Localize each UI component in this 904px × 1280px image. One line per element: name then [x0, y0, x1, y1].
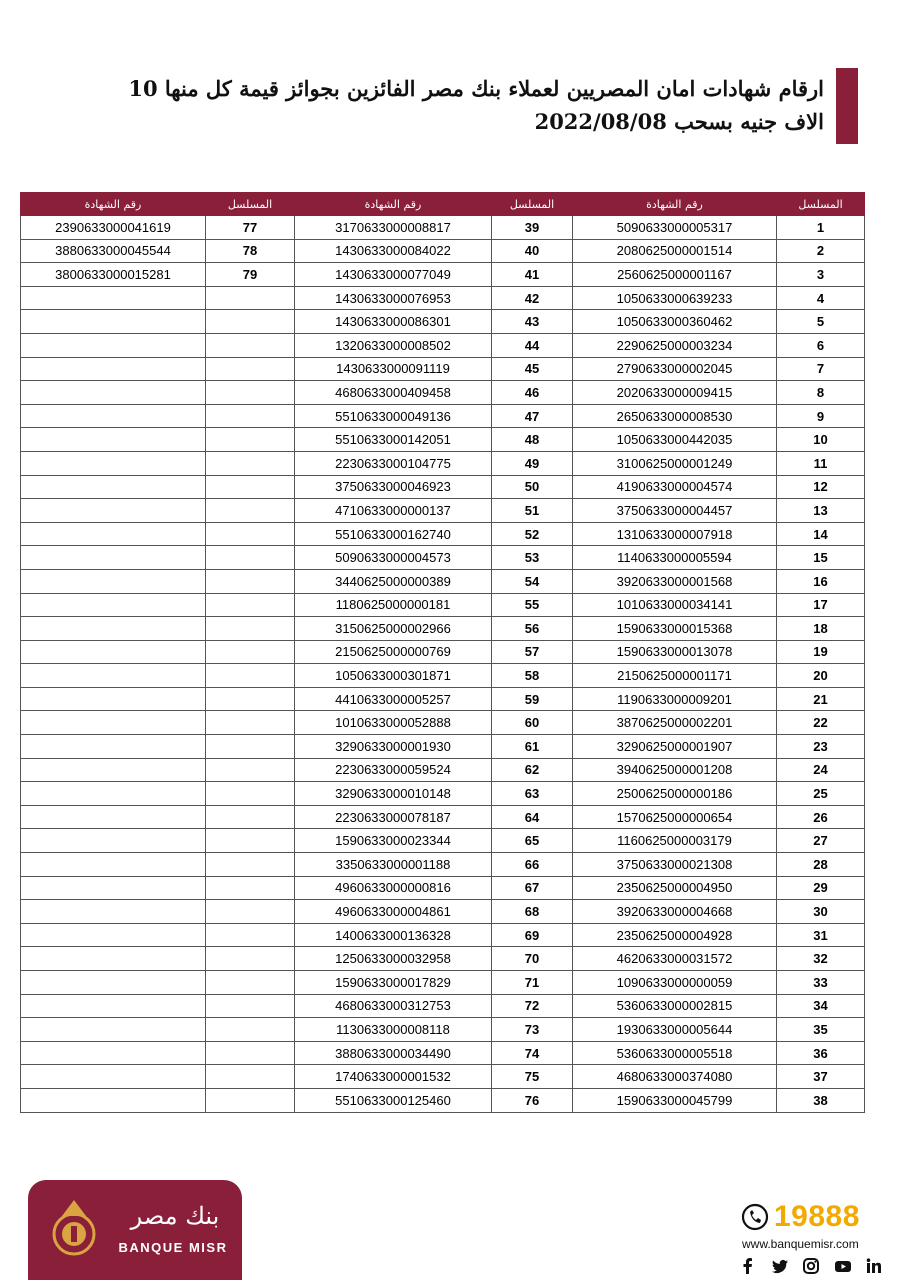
banque-misr-logo: [28, 1180, 242, 1280]
serial-cell: [206, 593, 295, 617]
serial-cell: [206, 640, 295, 664]
serial-cell: 46: [492, 381, 573, 405]
certificate-number-cell: 2230633000078187: [295, 805, 492, 829]
certificate-number-cell: 1140633000005594: [573, 546, 777, 570]
serial-cell: 38: [777, 1088, 865, 1112]
table-row: [21, 428, 865, 452]
serial-cell: 70: [492, 947, 573, 971]
serial-cell: 22: [777, 711, 865, 735]
serial-cell: [206, 782, 295, 806]
certificate-number-cell: 3150625000002966: [295, 617, 492, 641]
serial-cell: [206, 1088, 295, 1112]
certificate-number-cell: [21, 664, 206, 688]
certificate-number-cell: 5510633000125460: [295, 1088, 492, 1112]
serial-cell: 8: [777, 381, 865, 405]
certificate-number-cell: 2150625000000769: [295, 640, 492, 664]
table-row: [21, 900, 865, 924]
serial-cell: 9: [777, 404, 865, 428]
certificate-number-cell: [21, 994, 206, 1018]
certificate-number-cell: [21, 381, 206, 405]
table-row: [21, 876, 865, 900]
serial-cell: [206, 404, 295, 428]
certificate-number-cell: [21, 758, 206, 782]
certificate-number-cell: 3920633000001568: [573, 569, 777, 593]
certificate-number-cell: 1160625000003179: [573, 829, 777, 853]
serial-cell: 56: [492, 617, 573, 641]
table-row: [21, 499, 865, 523]
certificate-number-cell: [21, 640, 206, 664]
table-row: [21, 1065, 865, 1089]
certificate-number-cell: 3880633000034490: [295, 1041, 492, 1065]
serial-cell: 35: [777, 1018, 865, 1042]
table-row: [21, 971, 865, 995]
certificate-number-cell: 1050633000639233: [573, 286, 777, 310]
table-row: [21, 404, 865, 428]
certificate-number-cell: 4960633000000816: [295, 876, 492, 900]
social-icons: [738, 1255, 884, 1277]
serial-cell: 23: [777, 735, 865, 759]
table-row: [21, 546, 865, 570]
serial-cell: [206, 923, 295, 947]
certificate-number-cell: 3800633000015281: [21, 263, 206, 287]
winners-table: [20, 192, 865, 1113]
certificate-number-cell: [21, 853, 206, 877]
serial-cell: 57: [492, 640, 573, 664]
serial-cell: 51: [492, 499, 573, 523]
table-row: [21, 664, 865, 688]
serial-cell: 16: [777, 569, 865, 593]
serial-cell: 2: [777, 239, 865, 263]
serial-cell: 63: [492, 782, 573, 806]
serial-cell: [206, 522, 295, 546]
certificate-number-cell: [21, 310, 206, 334]
table-row: [21, 1018, 865, 1042]
serial-cell: 36: [777, 1041, 865, 1065]
serial-cell: 49: [492, 451, 573, 475]
certificate-number-cell: 4410633000005257: [295, 687, 492, 711]
table-row: [21, 475, 865, 499]
serial-cell: 48: [492, 428, 573, 452]
phone-icon: [740, 1202, 770, 1232]
table-row: [21, 735, 865, 759]
certificate-number-cell: [21, 876, 206, 900]
serial-cell: 42: [492, 286, 573, 310]
serial-cell: 55: [492, 593, 573, 617]
certificate-number-cell: 5510633000049136: [295, 404, 492, 428]
certificate-number-cell: 3100625000001249: [573, 451, 777, 475]
serial-cell: [206, 853, 295, 877]
certificate-number-cell: 4620633000031572: [573, 947, 777, 971]
certificate-number-cell: 1590633000023344: [295, 829, 492, 853]
certificate-number-cell: 1590633000015368: [573, 617, 777, 641]
certificate-number-cell: 5360633000002815: [573, 994, 777, 1018]
title-line-1: ارقام شهادات امان المصريين لعملاء بنك مصر الفائزين بجوائز قيمة كل منها 10: [128, 76, 824, 101]
certificate-number-cell: 4190633000004574: [573, 475, 777, 499]
serial-cell: 4: [777, 286, 865, 310]
table-row: [21, 310, 865, 334]
serial-cell: [206, 687, 295, 711]
serial-cell: 7: [777, 357, 865, 381]
logo-arabic-text: بنك مصر: [130, 1202, 220, 1230]
serial-cell: 26: [777, 805, 865, 829]
serial-cell: 66: [492, 853, 573, 877]
serial-cell: [206, 569, 295, 593]
serial-cell: 67: [492, 876, 573, 900]
serial-cell: 53: [492, 546, 573, 570]
certificate-number-cell: 5510633000162740: [295, 522, 492, 546]
serial-cell: 15: [777, 546, 865, 570]
certificate-number-cell: [21, 428, 206, 452]
certificate-number-cell: 2230633000104775: [295, 451, 492, 475]
certificate-number-cell: [21, 475, 206, 499]
serial-cell: 13: [777, 499, 865, 523]
certificate-number-cell: [21, 1088, 206, 1112]
serial-cell: 74: [492, 1041, 573, 1065]
certificate-number-cell: [21, 735, 206, 759]
certificate-number-cell: [21, 1018, 206, 1042]
serial-cell: [206, 617, 295, 641]
serial-cell: [206, 947, 295, 971]
certificate-number-cell: [21, 923, 206, 947]
serial-cell: [206, 333, 295, 357]
serial-cell: 40: [492, 239, 573, 263]
title-block: [0, 68, 858, 144]
table-row: [21, 239, 865, 263]
serial-cell: [206, 876, 295, 900]
certificate-number-cell: 5090633000005317: [573, 216, 777, 240]
serial-cell: [206, 546, 295, 570]
table-row: [21, 687, 865, 711]
certificate-number-cell: [21, 404, 206, 428]
certificate-number-cell: [21, 1065, 206, 1089]
certificate-number-cell: 1190633000009201: [573, 687, 777, 711]
serial-cell: [206, 758, 295, 782]
table-header-row: [21, 193, 865, 216]
certificate-number-cell: 3880633000045544: [21, 239, 206, 263]
certificate-number-cell: [21, 499, 206, 523]
serial-cell: 72: [492, 994, 573, 1018]
table-row: [21, 333, 865, 357]
header-certificate: رقم الشهادة: [295, 193, 492, 216]
certificate-number-cell: 1590633000045799: [573, 1088, 777, 1112]
certificate-number-cell: 3440625000000389: [295, 569, 492, 593]
certificate-number-cell: [21, 451, 206, 475]
serial-cell: 32: [777, 947, 865, 971]
certificate-number-cell: 3750633000021308: [573, 853, 777, 877]
serial-cell: 12: [777, 475, 865, 499]
certificate-number-cell: [21, 522, 206, 546]
certificate-number-cell: 2290625000003234: [573, 333, 777, 357]
certificate-number-cell: [21, 947, 206, 971]
certificate-number-cell: 2080625000001514: [573, 239, 777, 263]
certificate-number-cell: 1570625000000654: [573, 805, 777, 829]
certificate-number-cell: 1590633000017829: [295, 971, 492, 995]
certificate-number-cell: 4680633000312753: [295, 994, 492, 1018]
certificate-number-cell: 3940625000001208: [573, 758, 777, 782]
serial-cell: 11: [777, 451, 865, 475]
header-certificate: رقم الشهادة: [21, 193, 206, 216]
title-accent-bar: [836, 68, 858, 144]
certificate-number-cell: 1430633000086301: [295, 310, 492, 334]
serial-cell: 5: [777, 310, 865, 334]
serial-cell: [206, 1041, 295, 1065]
certificate-number-cell: [21, 617, 206, 641]
certificate-number-cell: 1430633000076953: [295, 286, 492, 310]
header-serial: المسلسل: [777, 193, 865, 216]
twitter-icon[interactable]: [770, 1256, 790, 1276]
serial-cell: [206, 900, 295, 924]
certificate-number-cell: 1010633000034141: [573, 593, 777, 617]
serial-cell: 21: [777, 687, 865, 711]
certificate-number-cell: [21, 286, 206, 310]
certificate-number-cell: 2350625000004950: [573, 876, 777, 900]
certificate-number-cell: 2790633000002045: [573, 357, 777, 381]
certificate-number-cell: 5360633000005518: [573, 1041, 777, 1065]
certificate-number-cell: 1590633000013078: [573, 640, 777, 664]
serial-cell: 45: [492, 357, 573, 381]
hotline-number: 19888: [774, 1200, 860, 1233]
serial-cell: 25: [777, 782, 865, 806]
table-row: [21, 758, 865, 782]
serial-cell: 1: [777, 216, 865, 240]
table-row: [21, 711, 865, 735]
certificate-number-cell: 1090633000000059: [573, 971, 777, 995]
certificate-number-cell: [21, 1041, 206, 1065]
table-row: [21, 216, 865, 240]
serial-cell: 78: [206, 239, 295, 263]
serial-cell: [206, 357, 295, 381]
serial-cell: 76: [492, 1088, 573, 1112]
website-link[interactable]: www.banquemisr.com: [742, 1237, 859, 1251]
certificate-number-cell: [21, 357, 206, 381]
serial-cell: 50: [492, 475, 573, 499]
serial-cell: 31: [777, 923, 865, 947]
linkedin-icon[interactable]: [864, 1256, 884, 1276]
serial-cell: 69: [492, 923, 573, 947]
serial-cell: 14: [777, 522, 865, 546]
table-row: [21, 994, 865, 1018]
serial-cell: 18: [777, 617, 865, 641]
serial-cell: 60: [492, 711, 573, 735]
table-row: [21, 286, 865, 310]
certificate-number-cell: [21, 546, 206, 570]
certificate-number-cell: 1430633000077049: [295, 263, 492, 287]
serial-cell: 19: [777, 640, 865, 664]
table-row: [21, 381, 865, 405]
header-certificate: رقم الشهادة: [573, 193, 777, 216]
table-row: [21, 1041, 865, 1065]
serial-cell: 61: [492, 735, 573, 759]
certificate-number-cell: [21, 333, 206, 357]
certificate-number-cell: 3290633000010148: [295, 782, 492, 806]
certificate-number-cell: 1130633000008118: [295, 1018, 492, 1042]
certificate-number-cell: 1050633000360462: [573, 310, 777, 334]
certificate-number-cell: [21, 900, 206, 924]
serial-cell: [206, 994, 295, 1018]
table-row: [21, 617, 865, 641]
serial-cell: 75: [492, 1065, 573, 1089]
serial-cell: 52: [492, 522, 573, 546]
table-row: [21, 451, 865, 475]
serial-cell: 28: [777, 853, 865, 877]
certificate-number-cell: 1430633000091119: [295, 357, 492, 381]
certificate-number-cell: 5090633000004573: [295, 546, 492, 570]
serial-cell: 64: [492, 805, 573, 829]
certificate-number-cell: 4680633000374080: [573, 1065, 777, 1089]
table-row: [21, 947, 865, 971]
certificate-number-cell: 1400633000136328: [295, 923, 492, 947]
serial-cell: 27: [777, 829, 865, 853]
certificate-number-cell: 3290633000001930: [295, 735, 492, 759]
certificate-number-cell: 3750633000046923: [295, 475, 492, 499]
title-line-2: الاف جنيه بسحب 2022/08/08: [534, 109, 824, 134]
serial-cell: [206, 310, 295, 334]
table-row: [21, 640, 865, 664]
serial-cell: 79: [206, 263, 295, 287]
certificate-number-cell: 1310633000007918: [573, 522, 777, 546]
serial-cell: 10: [777, 428, 865, 452]
header-serial: المسلسل: [492, 193, 573, 216]
table-row: [21, 1088, 865, 1112]
youtube-icon[interactable]: [833, 1256, 853, 1276]
serial-cell: 47: [492, 404, 573, 428]
serial-cell: 29: [777, 876, 865, 900]
hotline: [738, 1202, 888, 1232]
certificate-number-cell: [21, 593, 206, 617]
serial-cell: [206, 735, 295, 759]
certificate-number-cell: 3290625000001907: [573, 735, 777, 759]
certificate-number-cell: 4710633000000137: [295, 499, 492, 523]
certificate-number-cell: 5510633000142051: [295, 428, 492, 452]
certificate-number-cell: 2350625000004928: [573, 923, 777, 947]
serial-cell: 37: [777, 1065, 865, 1089]
serial-cell: 3: [777, 263, 865, 287]
serial-cell: 43: [492, 310, 573, 334]
serial-cell: 34: [777, 994, 865, 1018]
table-row: [21, 522, 865, 546]
certificate-number-cell: 3750633000004457: [573, 499, 777, 523]
serial-cell: [206, 805, 295, 829]
certificate-number-cell: [21, 687, 206, 711]
certificate-number-cell: 1050633000301871: [295, 664, 492, 688]
page-title: [64, 72, 824, 138]
serial-cell: [206, 971, 295, 995]
facebook-icon[interactable]: [738, 1256, 758, 1276]
serial-cell: [206, 381, 295, 405]
table-row: [21, 357, 865, 381]
certificate-number-cell: 1930633000005644: [573, 1018, 777, 1042]
serial-cell: 77: [206, 216, 295, 240]
logo-english-text: BANQUE MISR: [118, 1240, 228, 1255]
serial-cell: 20: [777, 664, 865, 688]
certificate-number-cell: [21, 782, 206, 806]
certificate-number-cell: 1180625000000181: [295, 593, 492, 617]
serial-cell: 62: [492, 758, 573, 782]
contact-block: [738, 1200, 888, 1276]
certificate-number-cell: 1010633000052888: [295, 711, 492, 735]
certificate-number-cell: [21, 711, 206, 735]
serial-cell: [206, 451, 295, 475]
certificate-number-cell: 1250633000032958: [295, 947, 492, 971]
table-row: [21, 569, 865, 593]
certificate-number-cell: 3350633000001188: [295, 853, 492, 877]
certificate-number-cell: 3920633000004668: [573, 900, 777, 924]
serial-cell: 33: [777, 971, 865, 995]
certificate-number-cell: 2650633000008530: [573, 404, 777, 428]
certificate-number-cell: [21, 829, 206, 853]
certificate-number-cell: 2150625000001171: [573, 664, 777, 688]
certificate-number-cell: 4960633000004861: [295, 900, 492, 924]
instagram-icon[interactable]: [801, 1256, 821, 1276]
serial-cell: [206, 829, 295, 853]
certificate-number-cell: 1430633000084022: [295, 239, 492, 263]
serial-cell: 73: [492, 1018, 573, 1042]
certificate-number-cell: 1740633000001532: [295, 1065, 492, 1089]
serial-cell: 58: [492, 664, 573, 688]
serial-cell: [206, 499, 295, 523]
table-row: [21, 829, 865, 853]
serial-cell: 54: [492, 569, 573, 593]
certificate-number-cell: [21, 971, 206, 995]
serial-cell: [206, 475, 295, 499]
certificate-number-cell: 2020633000009415: [573, 381, 777, 405]
certificate-number-cell: 3170633000008817: [295, 216, 492, 240]
certificate-number-cell: 4680633000409458: [295, 381, 492, 405]
bank-emblem-icon: [44, 1196, 104, 1260]
table-row: [21, 805, 865, 829]
certificate-number-cell: 3870625000002201: [573, 711, 777, 735]
table-row: [21, 263, 865, 287]
serial-cell: 17: [777, 593, 865, 617]
certificate-number-cell: 1050633000442035: [573, 428, 777, 452]
table-row: [21, 853, 865, 877]
serial-cell: 24: [777, 758, 865, 782]
table-row: [21, 782, 865, 806]
header-serial: المسلسل: [206, 193, 295, 216]
serial-cell: [206, 428, 295, 452]
serial-cell: 71: [492, 971, 573, 995]
table-row: [21, 923, 865, 947]
serial-cell: 68: [492, 900, 573, 924]
serial-cell: 59: [492, 687, 573, 711]
serial-cell: 30: [777, 900, 865, 924]
certificate-number-cell: 2500625000000186: [573, 782, 777, 806]
serial-cell: [206, 711, 295, 735]
certificate-number-cell: [21, 569, 206, 593]
serial-cell: 65: [492, 829, 573, 853]
certificate-number-cell: 2390633000041619: [21, 216, 206, 240]
serial-cell: [206, 1065, 295, 1089]
serial-cell: [206, 664, 295, 688]
serial-cell: 6: [777, 333, 865, 357]
serial-cell: 41: [492, 263, 573, 287]
serial-cell: 44: [492, 333, 573, 357]
certificate-number-cell: [21, 805, 206, 829]
serial-cell: [206, 1018, 295, 1042]
serial-cell: 39: [492, 216, 573, 240]
table-row: [21, 593, 865, 617]
certificate-number-cell: 2560625000001167: [573, 263, 777, 287]
table-body: [21, 216, 865, 1113]
certificate-number-cell: 1320633000008502: [295, 333, 492, 357]
serial-cell: [206, 286, 295, 310]
certificate-number-cell: 2230633000059524: [295, 758, 492, 782]
